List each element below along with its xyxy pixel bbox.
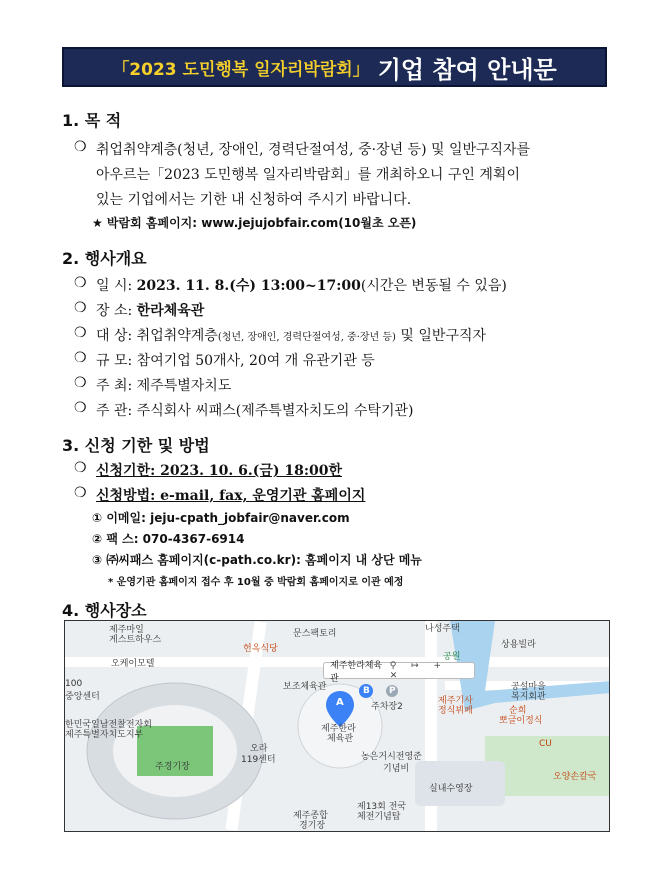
overview-target: 대 상: 취업취약계층(청년, 장애인, 경력단절여성, 중·장년 등) 및 일반구직자 — [96, 328, 487, 344]
bullet-icon: ❍ — [74, 300, 87, 316]
map-label: 정식뷔페 — [438, 706, 473, 716]
purpose-line-1: 취업취약계층(청년, 장애인, 경력단절여성, 중·장년 등) 및 일반구직자를 — [96, 142, 531, 158]
map-label: 제주기사 — [438, 696, 473, 706]
map-label: 게스트하우스 — [109, 635, 162, 645]
map-label: 상용빌라 — [501, 640, 536, 650]
map-label: 실내수영장 — [429, 784, 473, 794]
map-label: CU — [539, 739, 552, 749]
map-label: 제주마일 — [109, 625, 144, 635]
map-label: 복지회관 — [511, 692, 546, 702]
map-label: 체육관 — [327, 734, 354, 744]
map-label: 제주한라 — [321, 724, 356, 734]
purpose-line-3: 있는 기업에서는 기한 내 신청하여 주시기 바랍니다. — [96, 192, 412, 208]
map-label: 헌옥식당 — [243, 644, 278, 654]
section-1-heading: 1. 목 적 — [62, 111, 122, 130]
section-2-heading: 2. 행사개요 — [62, 249, 147, 268]
map-label: 뽀글이정식 — [499, 716, 543, 726]
apply-method: 신청방법: e-mail, fax, 운영기관 홈페이지 — [96, 488, 366, 504]
bullet-icon: ❍ — [74, 460, 87, 476]
map-label: 주차장2 — [371, 702, 403, 712]
map-label: 기념비 — [383, 764, 410, 774]
venue-map[interactable] — [64, 620, 610, 832]
title-event-name: 「2023 도민행복 일자리박람회」 — [112, 59, 370, 80]
map-label: 제13회 전국 — [357, 802, 407, 812]
apply-note: * 운영기관 홈페이지 접수 후 10월 중 박람회 홈페이지로 이관 예정 — [108, 577, 404, 588]
map-marker-a[interactable]: A — [336, 697, 344, 708]
map-label: 100 — [65, 679, 83, 689]
bullet-icon: ❍ — [74, 275, 87, 291]
overview-host: 주 최: 제주특별자치도 — [96, 378, 232, 394]
map-label: 오케이모텔 — [111, 659, 155, 669]
apply-email: ① 이메일: jeju-cpath_jobfair@naver.com — [92, 511, 350, 525]
map-place-popup[interactable]: 제주한라체육관 ⚲ ↦ + ✕ — [323, 662, 475, 679]
bullet-icon: ❍ — [74, 485, 87, 501]
bullet-icon: ❍ — [74, 400, 87, 416]
overview-date: 일 시: 2023. 11. 8.(수) 13:00~17:00(시간은 변동될 수 있음) — [96, 278, 507, 294]
apply-fax: ② 팩 스: 070-4367-6914 — [92, 532, 245, 546]
map-label: 주경기장 — [155, 762, 190, 772]
map-label: 오라 — [250, 744, 268, 754]
overview-place: 장 소: 한라체육관 — [96, 303, 205, 319]
purpose-line-2: 아우르는「2023 도민행복 일자리박람회」를 개최하오니 구인 계획이 — [96, 167, 520, 183]
bullet-icon: ❍ — [74, 375, 87, 391]
map-label: 중앙센터 — [65, 692, 100, 702]
document-title — [62, 47, 607, 87]
map-label: 오양손칼국 — [553, 772, 597, 782]
map-label: 체전기념탑 — [357, 812, 401, 822]
map-popup-controls[interactable]: ⚲ ↦ + ✕ — [389, 660, 448, 681]
map-label: 나성주택 — [425, 624, 460, 634]
overview-organizer: 주 관: 주식회사 씨패스(제주특별자치도의 수탁기관) — [96, 403, 414, 419]
bullet-icon: ❍ — [74, 350, 87, 366]
map-label: 문스팩토리 — [293, 629, 337, 639]
fair-homepage: ★ 박람회 홈페이지: www.jejujobfair.com(10월초 오픈) — [92, 216, 417, 230]
map-label: 농은거시전영준 — [361, 752, 422, 762]
section-3-heading: 3. 신청 기한 및 방법 — [62, 436, 210, 455]
map-label: 제주종합 — [293, 811, 328, 821]
title-main: 기업 참여 안내문 — [377, 55, 557, 84]
overview-scale: 규 모: 참여기업 50개사, 20여 개 유관기관 등 — [96, 353, 375, 369]
apply-homepage: ③ ㈜씨패스 홈페이지(c-path.co.kr): 홈페이지 내 상단 메뉴 — [92, 553, 422, 567]
map-label: 한민국일남전찰전자회 — [65, 720, 152, 730]
map-label: 순희 — [509, 706, 527, 716]
map-marker-b[interactable]: B — [363, 686, 370, 696]
bullet-icon: ❍ — [74, 325, 87, 341]
map-label: 제주특별자치도지부 — [65, 730, 144, 740]
map-label: 보조체육관 — [283, 682, 327, 692]
map-label: 공원 — [443, 652, 461, 662]
bullet-icon: ❍ — [74, 139, 87, 155]
map-label: 119센터 — [241, 755, 276, 765]
apply-deadline: 신청기한: 2023. 10. 6.(금) 18:00한 — [96, 463, 342, 479]
section-4-heading: 4. 행사장소 — [62, 601, 147, 620]
map-label: 공설마을 — [511, 682, 546, 692]
map-parking-icon: P — [389, 686, 396, 696]
map-label: 경기장 — [299, 821, 326, 831]
